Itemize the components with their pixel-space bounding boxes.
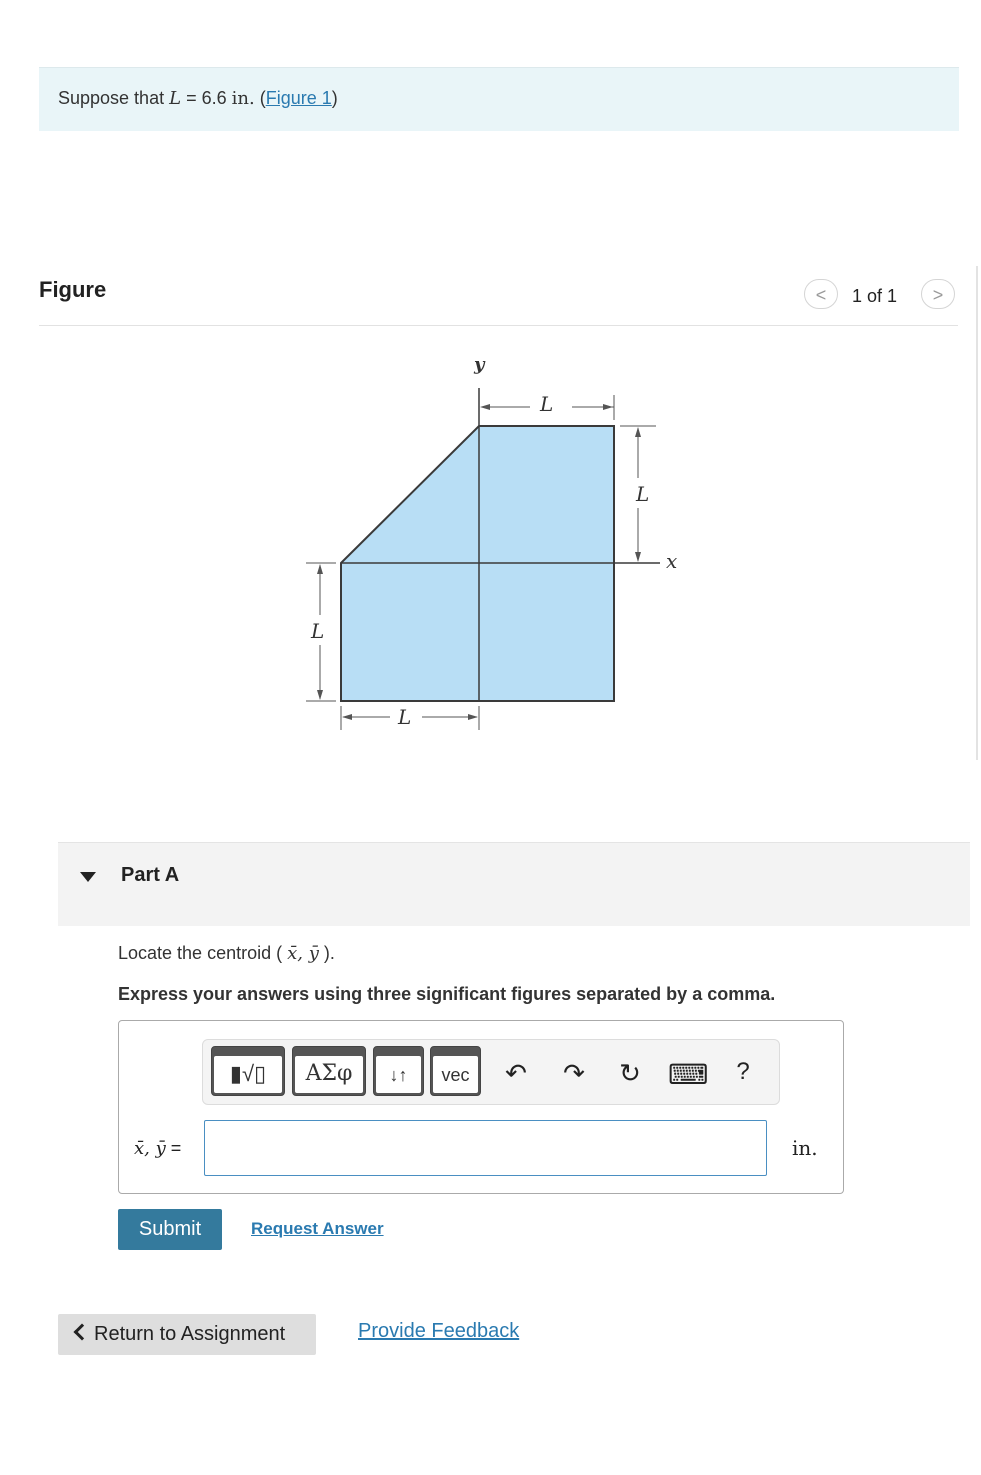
dim-top-arrow-left: [480, 404, 490, 410]
dim-right-label: L: [636, 482, 650, 506]
y-axis-label: y: [474, 354, 485, 375]
vec-label: vec: [441, 1065, 470, 1085]
undo-icon[interactable]: ↶: [505, 1058, 527, 1088]
dim-left-arrow-bottom: [317, 690, 323, 700]
figure-heading: Figure: [39, 277, 107, 302]
request-answer-link[interactable]: Request Answer: [251, 1219, 384, 1238]
prompt-prefix: Locate the centroid (: [118, 943, 283, 963]
dim-top-arrow-right: [603, 404, 613, 410]
templates-button[interactable]: [211, 1046, 285, 1096]
problem-intro: Suppose that: [58, 88, 165, 108]
reset-icon[interactable]: ↻: [619, 1058, 641, 1088]
open-paren: (: [259, 88, 266, 108]
answer-input[interactable]: [204, 1120, 767, 1176]
dim-top-label: L: [540, 392, 554, 416]
dim-left-arrow-top: [317, 564, 323, 574]
dim-bottom-arrow-left: [342, 714, 352, 720]
part-a-header[interactable]: [58, 842, 970, 926]
arrows-icon: ↓↑: [389, 1065, 408, 1085]
part-title: Part A: [121, 864, 180, 886]
centroid-figure: [290, 345, 710, 745]
answer-label-vars: x̄, ȳ: [134, 1138, 166, 1159]
figure-divider: [39, 325, 958, 326]
problem-statement: [58, 88, 338, 109]
dim-right-arrow-bottom: [635, 552, 641, 562]
figure-scrollbar[interactable]: [976, 266, 978, 760]
next-figure-button[interactable]: >: [921, 279, 955, 309]
answer-unit: in.: [792, 1136, 818, 1160]
dim-left-label: L: [311, 619, 325, 643]
return-to-assignment-button[interactable]: [58, 1314, 316, 1355]
prompt-vars: x̄, ȳ: [287, 943, 319, 964]
prev-figure-button[interactable]: <: [804, 279, 838, 309]
greek-icon: ΑΣφ: [305, 1061, 353, 1086]
prompt-suffix: ).: [323, 943, 335, 963]
arrows-button[interactable]: [373, 1046, 424, 1096]
provide-feedback-link[interactable]: Provide Feedback: [358, 1320, 520, 1342]
question-prompt: [118, 943, 335, 964]
return-label: Return to Assignment: [94, 1323, 286, 1345]
figure-link[interactable]: Figure 1: [265, 88, 332, 108]
greek-symbols-button[interactable]: [292, 1046, 366, 1096]
dim-right-arrow-top: [635, 427, 641, 437]
chevron-left-icon: [74, 1324, 91, 1341]
close-paren: ): [331, 88, 338, 108]
collapse-caret-icon[interactable]: [80, 872, 96, 882]
answer-label-eq: =: [170, 1138, 182, 1158]
dim-bottom-label: L: [398, 705, 412, 729]
problem-value: = 6.6: [186, 88, 227, 108]
problem-variable: L: [169, 88, 182, 109]
problem-unit: in.: [231, 88, 255, 109]
submit-button[interactable]: Submit: [118, 1209, 222, 1250]
answer-instruction: Express your answers using three significant figures separated by a comma.: [118, 984, 776, 1004]
dim-bottom-arrow-right: [468, 714, 478, 720]
templates-icon: ▮√▯: [229, 1061, 267, 1086]
help-icon[interactable]: ?: [736, 1058, 750, 1085]
answer-label: [134, 1138, 181, 1159]
keyboard-icon[interactable]: ⌨: [668, 1059, 709, 1090]
x-axis-label: x: [666, 549, 678, 573]
redo-icon[interactable]: ↷: [563, 1058, 585, 1088]
vector-button[interactable]: [430, 1046, 481, 1096]
figure-pager-count: 1 of 1: [852, 286, 898, 306]
